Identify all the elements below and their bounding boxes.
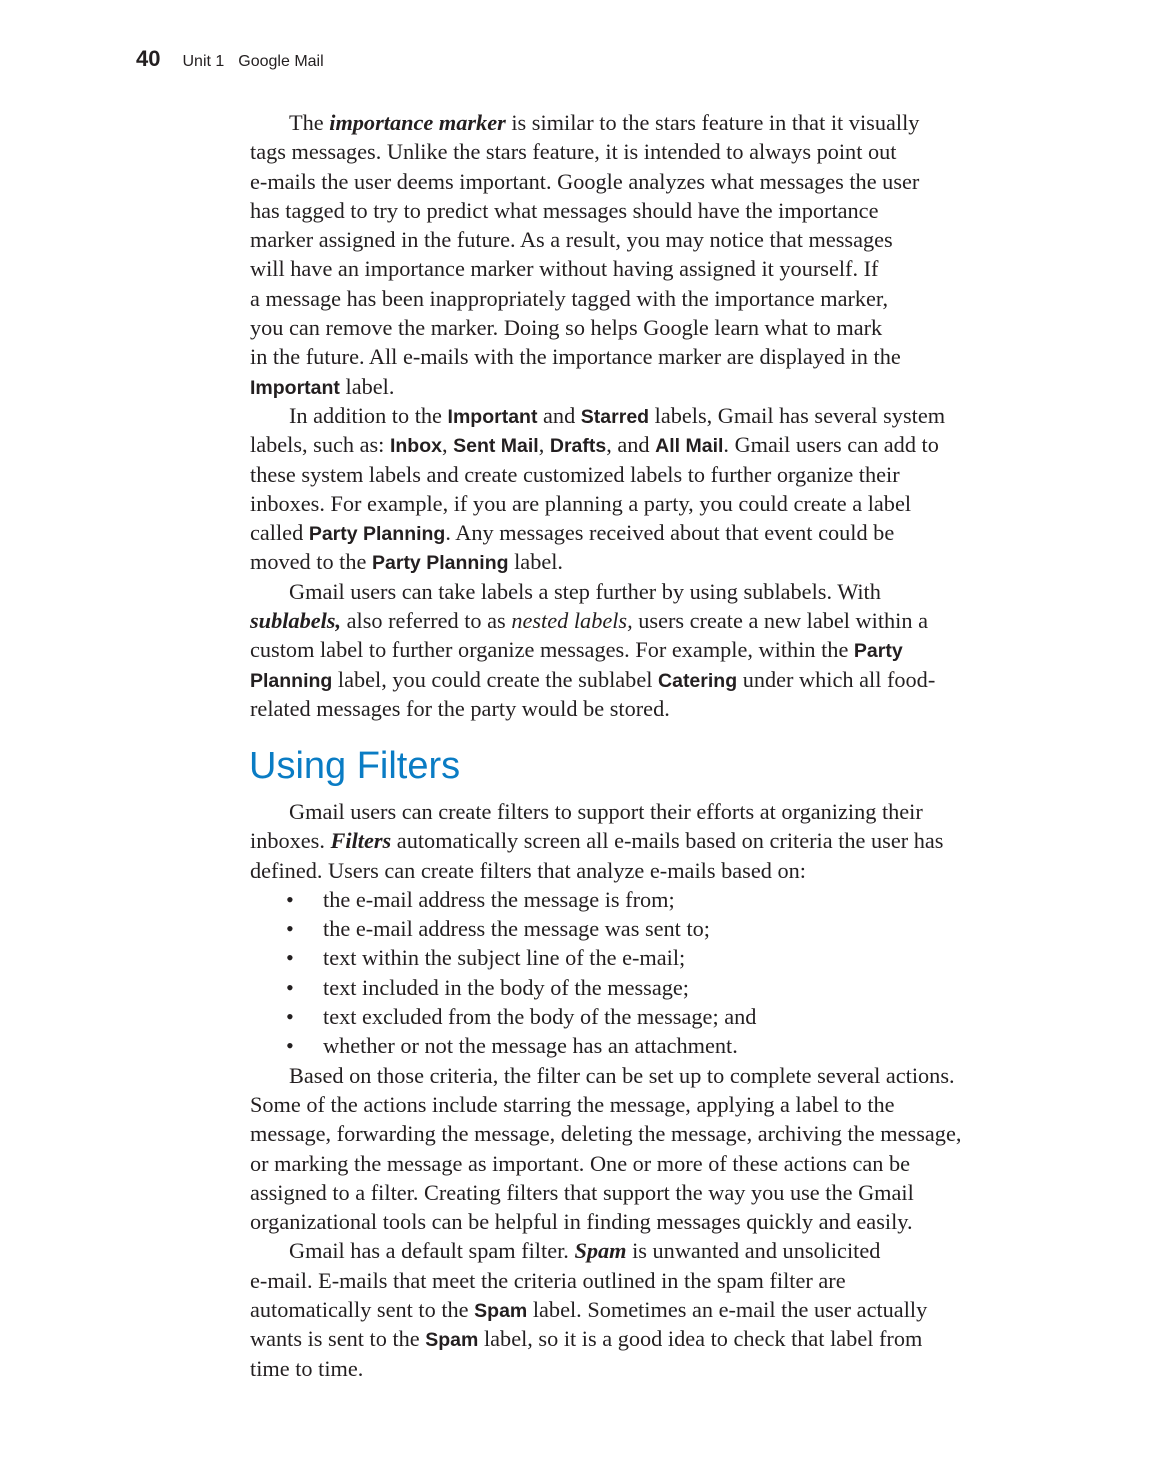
text-run: the e-mail address the message is from; xyxy=(323,886,675,912)
text-line xyxy=(250,1119,961,1148)
text-line xyxy=(250,1324,961,1353)
text-run: you can remove the marker. Doing so helps Google learn what to mark xyxy=(250,315,883,341)
bullet-item xyxy=(250,1031,961,1060)
bullet-item xyxy=(250,885,961,914)
key-term: importance marker xyxy=(329,110,506,135)
text-line xyxy=(250,1236,961,1265)
label-term: Spam xyxy=(474,1300,528,1323)
text-line xyxy=(250,489,945,518)
text-line xyxy=(250,254,945,283)
text-line xyxy=(250,225,945,254)
text-run: label, you could create the sublabel xyxy=(332,666,659,692)
text-run: labels, Gmail has several system xyxy=(649,402,946,428)
label-term: Drafts xyxy=(549,435,607,458)
text-line xyxy=(250,372,945,401)
text-line xyxy=(250,1354,961,1383)
text-run: will have an importance marker without having assigned it yourself. If xyxy=(250,256,879,282)
chapter-title: Google Mail xyxy=(238,53,324,70)
label-term: Important xyxy=(447,405,538,428)
text-run: Some of the actions include starring the message, applying a label to the xyxy=(250,1091,895,1117)
text-run: inboxes. xyxy=(250,828,331,854)
text-line xyxy=(250,460,945,489)
text-line xyxy=(250,797,961,826)
label-term: Starred xyxy=(580,405,650,428)
text-run: or marking the message as important. One or more of these actions can be xyxy=(250,1150,911,1176)
text-run: Gmail users can take labels a step further by using sublabels. With xyxy=(289,578,881,604)
text-line xyxy=(250,826,961,855)
text-line xyxy=(250,665,945,694)
text-run: also referred to as xyxy=(341,608,512,634)
text-run: label, so it is a good idea to check that label from xyxy=(478,1326,923,1352)
text-run: Gmail users can create filters to support their efforts at organizing their xyxy=(289,799,923,824)
bullet-item xyxy=(250,1002,961,1031)
key-term: sublabels, xyxy=(250,608,342,634)
label-term: Planning xyxy=(250,669,333,692)
label-term: Party Planning xyxy=(308,523,446,546)
text-line xyxy=(250,1149,961,1178)
text-line xyxy=(250,313,945,342)
text-line xyxy=(250,547,945,576)
label-term: Inbox xyxy=(389,435,442,458)
text-run: under which all food- xyxy=(737,666,936,692)
text-run: labels, such as: xyxy=(250,432,390,458)
text-run: text excluded from the body of the message; and xyxy=(323,1004,757,1030)
text-line xyxy=(250,518,945,547)
text-run: , and xyxy=(606,432,656,458)
label-term: All Mail xyxy=(655,435,724,458)
body-text-labels xyxy=(250,108,945,723)
text-run: called xyxy=(250,520,309,546)
text-run: message, forwarding the message, deleting the message, archiving the message, xyxy=(250,1121,962,1147)
text-run: e-mails the user deems important. Google analyzes what messages the user xyxy=(250,168,920,194)
text-run: related messages for the party would be stored. xyxy=(250,695,670,721)
text-run: In addition to the xyxy=(289,402,448,428)
text-run: defined. Users can create filters that analyze e-mails based on: xyxy=(250,857,806,883)
text-line xyxy=(250,606,945,635)
italic-term: nested labels, xyxy=(511,608,633,634)
text-run: these system labels and create customized labels to further organize their xyxy=(250,461,900,487)
text-line xyxy=(250,196,945,225)
text-run: text within the subject line of the e-mail; xyxy=(323,945,686,971)
text-run: marker assigned in the future. As a result, you may notice that messages xyxy=(250,227,893,253)
section-heading: Using Filters xyxy=(249,745,461,787)
text-line xyxy=(250,342,945,371)
text-line xyxy=(250,694,945,723)
unit-label: Unit 1 xyxy=(182,53,225,70)
text-run: Gmail has a default spam filter. xyxy=(289,1238,575,1264)
bullet-item xyxy=(250,973,961,1002)
text-run: custom label to further organize messages. For example, within the xyxy=(250,637,854,663)
key-term: Spam xyxy=(574,1238,627,1264)
text-line xyxy=(250,1207,961,1236)
label-term: Spam xyxy=(425,1329,479,1352)
page-number: 40 xyxy=(136,46,161,71)
bullet-item xyxy=(250,914,961,943)
bullet-item xyxy=(250,943,961,972)
label-term: Important xyxy=(250,376,340,399)
text-line xyxy=(250,430,945,459)
text-run: Based on those criteria, the filter can be set up to complete several actions. xyxy=(289,1062,955,1088)
text-run: automatically sent to the xyxy=(250,1297,475,1323)
text-run: is unwanted and unsolicited xyxy=(626,1238,881,1264)
text-run: e-mail. E-mails that meet the criteria outlined in the spam filter are xyxy=(250,1267,846,1293)
text-line xyxy=(250,635,945,664)
text-run: has tagged to try to predict what messages should have the importance xyxy=(250,197,879,223)
text-line xyxy=(250,284,945,313)
label-term: Party xyxy=(853,640,903,663)
text-run: whether or not the message has an attachment. xyxy=(323,1033,738,1059)
label-term: Sent Mail xyxy=(453,435,539,458)
text-run: assigned to a filter. Creating filters that support the way you use the Gmail xyxy=(250,1179,914,1205)
text-line xyxy=(250,1178,961,1207)
label-term: Catering xyxy=(658,669,738,692)
text-run: , xyxy=(538,432,550,458)
text-run: time to time. xyxy=(250,1355,364,1381)
text-run: organizational tools can be helpful in finding messages quickly and easily. xyxy=(250,1209,913,1235)
text-line xyxy=(250,137,945,166)
text-line xyxy=(250,856,961,885)
text-run: the e-mail address the message was sent to; xyxy=(323,916,710,942)
text-run: . Any messages received about that event could be xyxy=(445,520,895,546)
text-run: moved to the xyxy=(250,549,372,575)
text-line xyxy=(250,1266,961,1295)
text-line xyxy=(250,1295,961,1324)
text-line xyxy=(250,1090,961,1119)
text-line xyxy=(250,401,945,430)
label-term: Party Planning xyxy=(372,552,509,575)
text-run: text included in the body of the message; xyxy=(323,974,689,1000)
text-run: label. xyxy=(339,373,395,399)
running-header xyxy=(136,46,324,72)
text-run: users create a new label within a xyxy=(632,608,928,634)
text-run: automatically screen all e-mails based on criteria the user has xyxy=(391,828,944,854)
text-run: , xyxy=(441,432,454,458)
body-text-filters xyxy=(250,797,961,1383)
text-run: in the future. All e-mails with the importance marker are displayed in the xyxy=(250,344,901,370)
text-run: and xyxy=(537,402,581,428)
text-run: . Gmail users can add to xyxy=(723,432,939,458)
text-line xyxy=(250,577,945,606)
text-run: tags messages. Unlike the stars feature, it is intended to always point out xyxy=(250,139,897,165)
text-run: wants is sent to the xyxy=(250,1326,426,1352)
text-line xyxy=(250,108,945,137)
key-term: Filters xyxy=(330,828,392,854)
text-run: inboxes. For example, if you are planning a party, you could create a label xyxy=(250,490,912,516)
text-run: is similar to the stars feature in that it visually xyxy=(505,110,920,135)
text-run: label. Sometimes an e-mail the user actually xyxy=(527,1297,928,1323)
text-run: The xyxy=(289,110,330,135)
text-run: a message has been inappropriately tagged with the importance marker, xyxy=(250,285,889,311)
text-line xyxy=(250,167,945,196)
text-run: label. xyxy=(508,549,564,575)
text-line xyxy=(250,1061,961,1090)
